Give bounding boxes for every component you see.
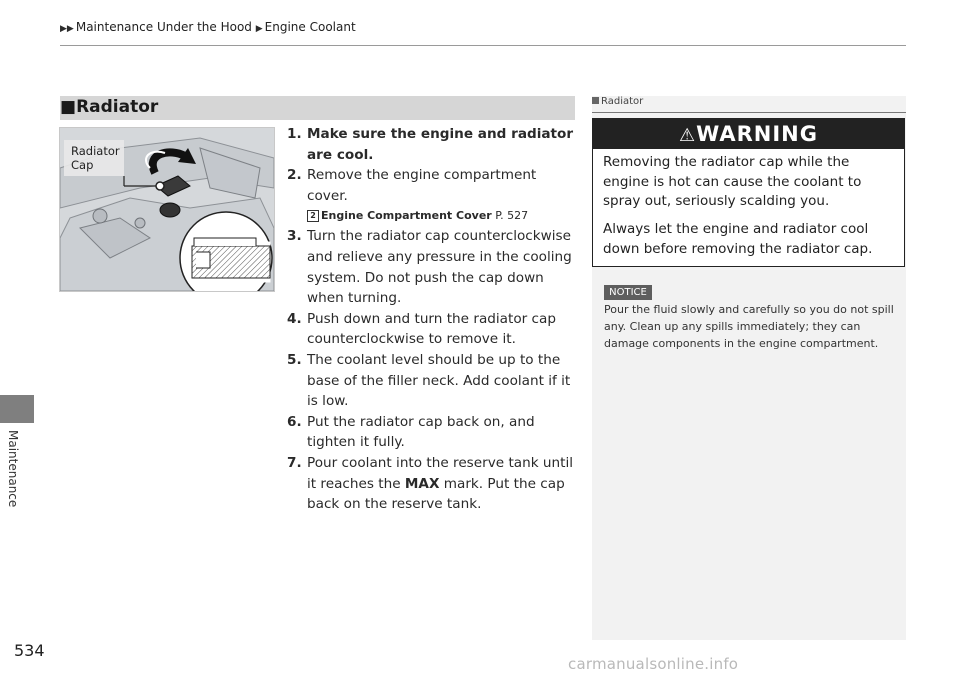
step-6: 6. Put the radiator cap back on, and tighten it fully. [287,413,535,451]
warning-text-1: Removing the radiator cap while the engine is hot can cause the coolant to spray out, seriously scalding you. [603,154,862,209]
reference-arrow-icon: 2 [307,210,319,222]
triangle-right-icon: ▶ [255,24,263,34]
chapter-label: Maintenance [6,430,20,508]
breadcrumb-item-engine-coolant[interactable]: Engine Coolant [264,20,356,34]
step-3: 3. Turn the radiator cap counterclockwise and relieve any pressure in the cooling system. Do not push the cap down when turning. [287,228,572,307]
warning-triangle-icon: ⚠ [679,125,697,146]
side-notes-heading: Radiator [592,96,906,112]
notice-badge: NOTICE [604,285,652,300]
step-1: 1. Make sure the engine and radiator are cool. [287,126,574,163]
breadcrumb [60,20,356,34]
triangle-right-icon: ▶▶ [60,24,74,34]
breadcrumb-item-maintenance[interactable]: Maintenance Under the Hood [75,20,252,34]
section-title: ■Radiator [60,97,159,117]
callout-label: Radiator Cap [71,144,120,172]
procedure-steps [287,124,577,515]
header-divider [60,45,906,46]
step-7: 7. Pour coolant into the reserve tank until it reaches the MAX mark. Put the cap back on the reserve tank. [287,454,574,513]
chapter-tab [0,395,34,423]
section-heading-bar [60,96,575,120]
step-5: 5. The coolant level should be up to the base of the filler neck. Add coolant if it is low. [287,351,571,410]
step-2: 2. Remove the engine compartment cover. [287,167,537,204]
notice-text: Pour the fluid slowly and carefully so you do not spill any. Clean up any spills immediately; they can damage components in the engine compartment. [604,303,894,350]
warning-box [592,118,905,267]
square-bullet-icon: ■ [60,97,77,117]
radiator-cap-illustration [59,127,275,292]
watermark: carmanualsonline.info [568,655,739,673]
note-marker-icon [592,97,599,104]
reference-link[interactable]: Engine Compartment Cover [321,209,492,223]
cross-reference[interactable]: 2 Engine Compartment Cover P. 527 [287,206,577,226]
page-number: 534 [14,641,45,660]
warning-text-2: Always let the engine and radiator cool down before removing the radiator cap. [603,221,873,257]
warning-header: ⚠WARNING [593,119,904,149]
step-4: 4. Push down and turn the radiator cap counterclockwise to remove it. [287,310,556,348]
